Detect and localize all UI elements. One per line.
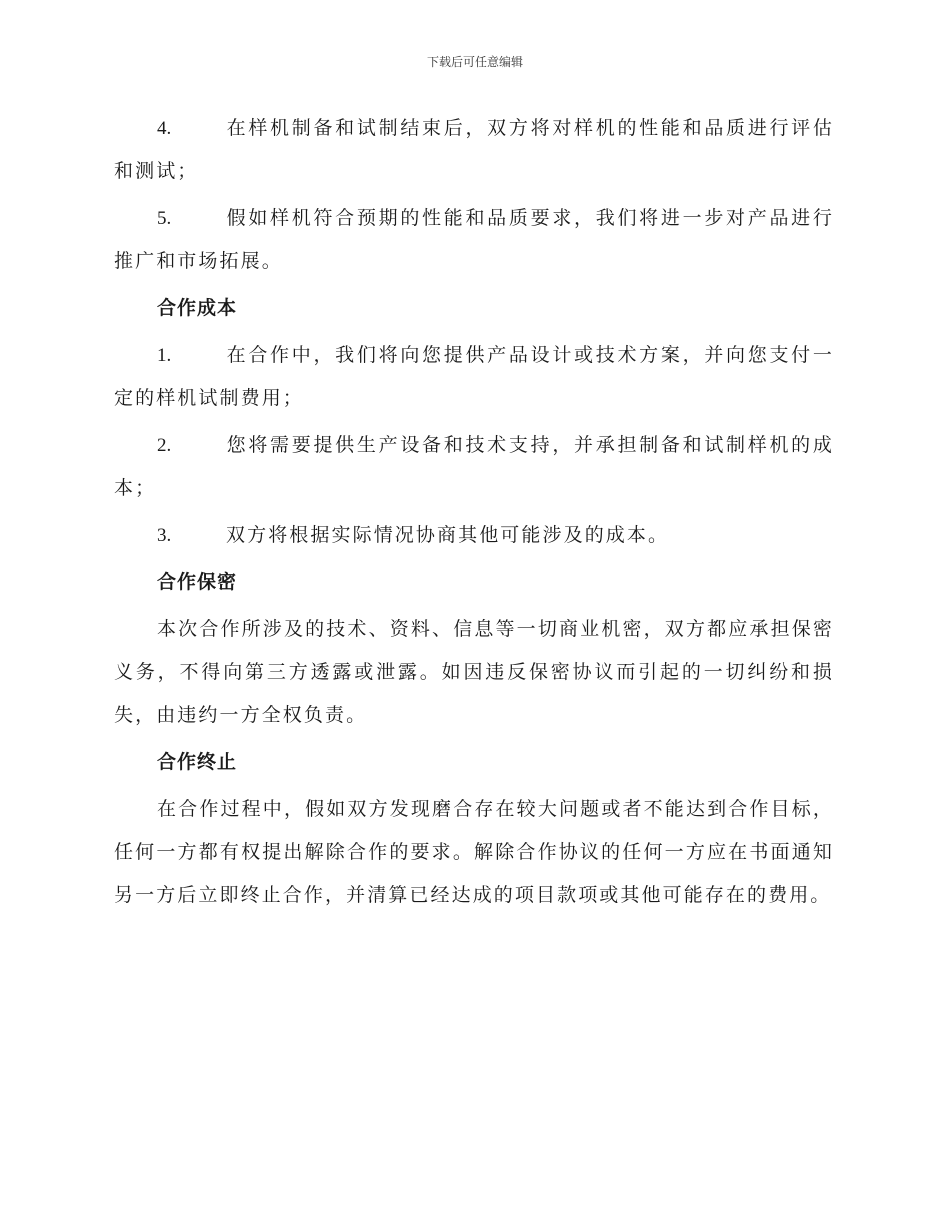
paragraph-confidentiality: 本次合作所涉及的技术、资料、信息等一切商业机密，双方都应承担保密义务，不得向第三方透露或泄露。如因违反保密协议而引起的一切纠纷和损失，由违约一方全权负责。 [114, 618, 834, 726]
list-number: 4. [157, 118, 172, 139]
list-item [114, 197, 834, 283]
list-text: 在合作中，我们将向您提供产品设计或技术方案，并向您支付一定的样机试制费用； [114, 344, 834, 409]
section-heading-cost: 合作成本 [157, 297, 238, 319]
list-text: 假如样机符合预期的性能和品质要求，我们将进一步对产品进行推广和市场拓展。 [114, 207, 834, 272]
list-number: 5. [157, 208, 172, 229]
page-header: 下载后可任意编辑 [426, 55, 523, 69]
list-number: 2. [157, 435, 172, 456]
list-number: 3. [157, 525, 172, 546]
list-item [114, 514, 834, 557]
paragraph-termination: 在合作过程中，假如双方发现磨合存在较大问题或者不能达到合作目标，任何一方都有权提出解除合作的要求。解除合作协议的任何一方应在书面通知另一方后立即终止合作，并清算已经达成的项目款项或其他可能存在的费用。 [114, 798, 834, 906]
list-text: 您将需要提供生产设备和技术支持，并承担制备和试制样机的成本； [114, 434, 834, 499]
list-item [114, 424, 834, 510]
section-heading-confidentiality: 合作保密 [157, 571, 238, 593]
list-number: 1. [157, 345, 172, 366]
list-text: 双方将根据实际情况协商其他可能涉及的成本。 [226, 524, 670, 546]
list-text: 在样机制备和试制结束后，双方将对样机的性能和品质进行评估和测试； [114, 117, 834, 182]
document-body [114, 107, 834, 921]
list-item [114, 107, 834, 193]
section-heading-termination: 合作终止 [157, 751, 238, 773]
list-item [114, 334, 834, 420]
